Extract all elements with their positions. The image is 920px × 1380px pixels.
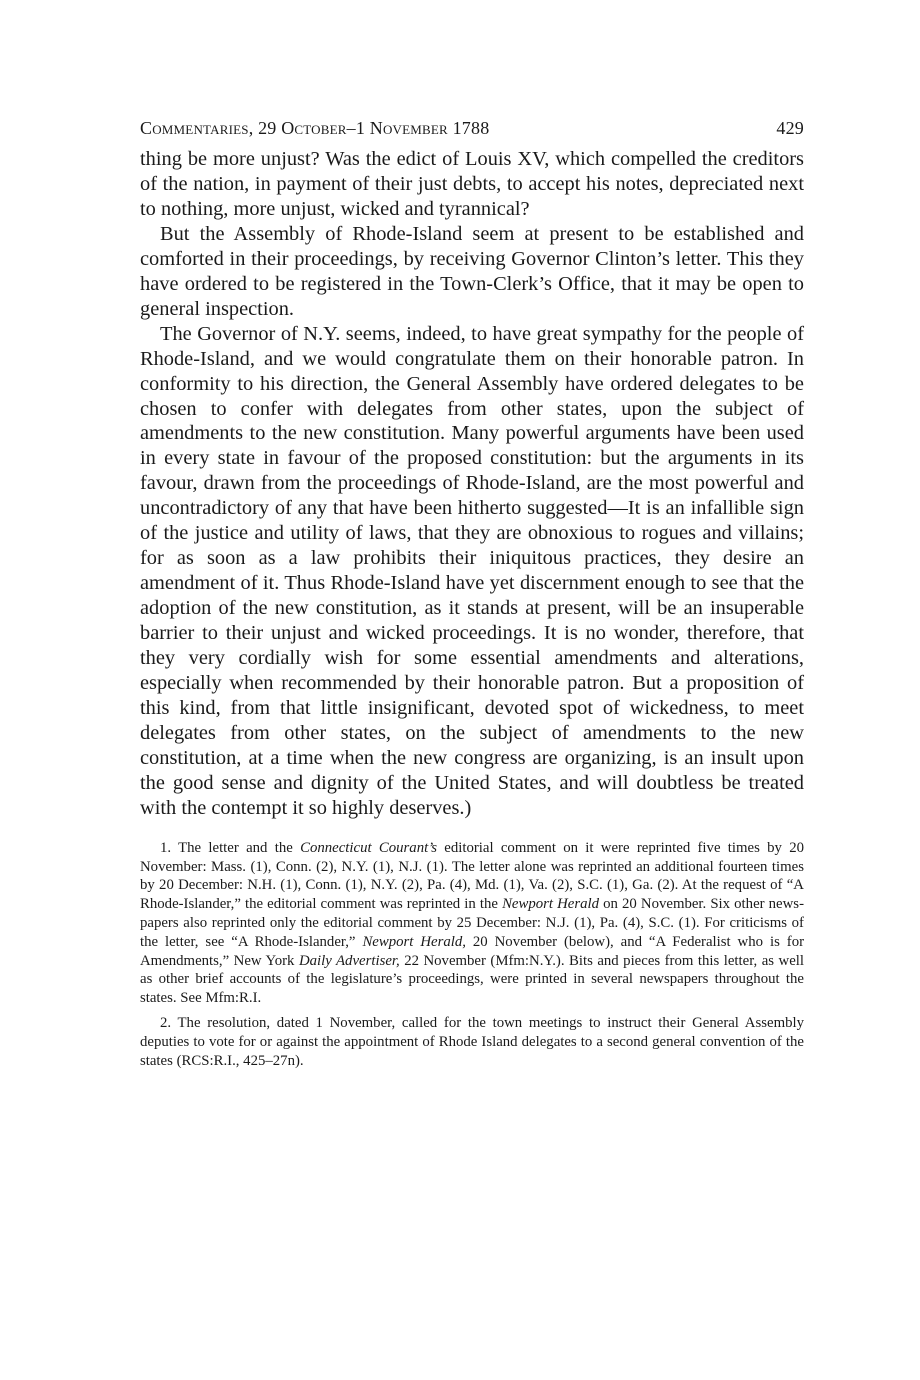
running-head-title: Commentaries, 29 October–1 November 1788	[140, 118, 490, 138]
book-page	[140, 118, 804, 1076]
footnote-2: 2. The resolution, dated 1 November, called for the town meetings to instruct their General Assembly deputies to vote for or against the appointment of Rhode Island delegates to a second general convention of the states (RCS:R.I., 425–27n).	[140, 1014, 804, 1069]
body-paragraph: The Governor of N.Y. seems, indeed, to have great sympathy for the people of Rhode-Island, and we would congratulate them on their honorable patron. In conformity to his direction, the General Assembly have ordered delegates to be chosen to confer with delegates from other states, upon the subject of amendments to the new constitution. Many powerful arguments have been used in every state in favour of the proposed constitution: but the arguments in its favour, drawn from the proceedings of Rhode-Island, are the most powerful and uncontradictory of any that have been hitherto suggested—It is an infallible sign of the justice and utility of laws, that they are obnoxious to rogues and villains; for as soon as a law prohibits their iniquitous practices, they desire an amendment of it. Thus Rhode-Island have yet discernment enough to see that the adoption of the new constitution, as it stands at present, will be an insuperable barrier to their unjust and wicked proceedings. It is no wonder, therefore, that they very cordially wish for some essential amendments and alterations, especially when recommended by their honorable patron. But a proposition of this kind, from that little insignificant, devoted spot of wickedness, to meet delegates from other states, on the subject of amendments to the new constitution, at a time when the new congress are organizing, is an insult upon the good sense and dignity of the United States, and will doubtless be treated with the contempt it so highly deserves.)	[140, 322, 804, 819]
footnote-text: 22 November (Mfm:N.Y.). Bits and pieces from this letter, as well as other brief accounts of the legislature’s proceedings, were printed in several newspapers throughout the states. See Mfm:R.I.	[140, 952, 804, 1007]
footnote-citation: Newport Herald	[502, 896, 600, 913]
running-head	[140, 118, 804, 139]
footnote-citation: Connecticut Courant’s	[300, 839, 437, 856]
footnote-text: 1. The letter and the	[160, 839, 301, 856]
body-paragraph: But the Assembly of Rhode-Island seem at present to be established and comforted in their proceedings, by receiving Governor Clinton’s letter. This they have ordered to be registered in the Town-Clerk’s Office, that it may be open to general inspection.	[140, 222, 804, 320]
footnotes	[140, 839, 804, 1071]
body-paragraph: thing be more unjust? Was the edict of Louis XV, which compelled the creditors of the nation, in payment of their just debts, to accept his notes, depreciated next to nothing, more unjust, wicked and tyrannical?	[140, 148, 804, 220]
footnote-1	[140, 839, 804, 1008]
footnote-citation: Daily Advertiser,	[298, 952, 400, 969]
footnote-citation: Newport Herald,	[362, 933, 466, 950]
footnote-text: 20 November (below), and “A Federalist who is for Amendments,” New York	[140, 933, 805, 969]
footnote-text: editorial comment on it were reprinted five times by 20 November: Mass. (1), Conn. (2), N.Y. (1), N.J. (1). The letter alone was reprinted an additional fourteen times by 20 December: N.H. (1), Conn. (1), N.Y. (2), Pa. (4), Md. (1), Va. (2), S.C. (1), Ga. (2). At the request of “A Rhode-Islander,” the editorial comment was reprinted in the	[140, 839, 805, 913]
page-number: 429	[776, 118, 804, 138]
body-text	[140, 147, 804, 821]
footnote-text: on 20 November. Six other newspapers also reprinted only the editorial comment by 25 December: N.J. (1), Pa. (4), S.C. (1). For criticisms of the letter, see “A Rhode-Islander,”	[140, 896, 804, 950]
